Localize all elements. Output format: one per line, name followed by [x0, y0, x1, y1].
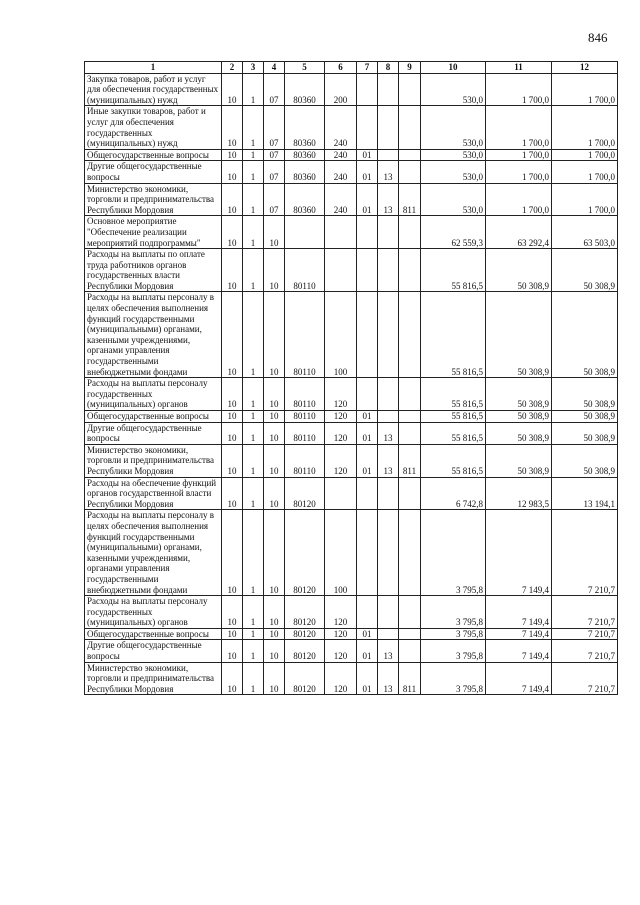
program-cell: 1	[243, 183, 264, 216]
expense-type-cell: 100	[325, 510, 357, 596]
ministry-code-cell	[399, 628, 421, 640]
division-cell	[357, 106, 378, 149]
amount-year3-cell: 1 700,0	[552, 183, 618, 216]
program-cell: 1	[243, 662, 264, 695]
amount-year3-cell: 50 308,9	[552, 411, 618, 423]
row-name-cell: Общегосударственные вопросы	[85, 411, 222, 423]
amount-year2-cell: 50 308,9	[486, 444, 552, 477]
ministry-code-cell	[399, 161, 421, 183]
section-code-cell: 10	[222, 477, 243, 510]
subdivision-cell	[378, 292, 399, 378]
amount-year3-cell: 1 700,0	[552, 106, 618, 149]
row-name-cell: Закупка товаров, работ и услуг для обеспечения государственных (муниципальных) нужд	[85, 73, 222, 106]
expense-code-cell: 80360	[285, 161, 325, 183]
subdivision-cell	[378, 378, 399, 411]
expense-code-cell: 80120	[285, 596, 325, 629]
amount-year2-cell: 1 700,0	[486, 183, 552, 216]
expense-code-cell: 80360	[285, 106, 325, 149]
amount-year1-cell: 3 795,8	[421, 662, 486, 695]
amount-year3-cell: 7 210,7	[552, 510, 618, 596]
column-header: 11	[486, 62, 552, 74]
program-cell: 1	[243, 161, 264, 183]
division-cell: 01	[357, 640, 378, 662]
amount-year1-cell: 3 795,8	[421, 628, 486, 640]
table-row	[85, 596, 618, 629]
program-cell: 1	[243, 149, 264, 161]
expense-type-cell: 200	[325, 73, 357, 106]
amount-year3-cell: 1 700,0	[552, 73, 618, 106]
division-cell: 01	[357, 628, 378, 640]
amount-year1-cell: 530,0	[421, 106, 486, 149]
section-code-cell: 10	[222, 640, 243, 662]
row-name-cell: Иные закупки товаров, работ и услуг для обеспечения государственных (муниципальных) нужд	[85, 106, 222, 149]
ministry-code-cell	[399, 216, 421, 249]
table-header-row	[85, 62, 618, 74]
program-cell: 1	[243, 216, 264, 249]
program-cell: 1	[243, 378, 264, 411]
expense-type-cell: 120	[325, 422, 357, 444]
subprogram-cell: 10	[264, 596, 285, 629]
row-name-cell: Министерство экономики, торговли и предпринимательства Республики Мордовия	[85, 444, 222, 477]
expense-type-cell	[325, 216, 357, 249]
amount-year3-cell: 13 194,1	[552, 477, 618, 510]
division-cell: 01	[357, 183, 378, 216]
amount-year2-cell: 50 308,9	[486, 411, 552, 423]
subprogram-cell: 07	[264, 183, 285, 216]
subdivision-cell: 13	[378, 422, 399, 444]
expense-type-cell: 120	[325, 411, 357, 423]
subprogram-cell: 07	[264, 106, 285, 149]
section-code-cell: 10	[222, 411, 243, 423]
amount-year3-cell: 7 210,7	[552, 662, 618, 695]
program-cell: 1	[243, 292, 264, 378]
program-cell: 1	[243, 628, 264, 640]
subdivision-cell: 13	[378, 183, 399, 216]
ministry-code-cell: 811	[399, 444, 421, 477]
subdivision-cell	[378, 596, 399, 629]
division-cell	[357, 596, 378, 629]
expense-type-cell: 240	[325, 183, 357, 216]
program-cell: 1	[243, 249, 264, 292]
section-code-cell: 10	[222, 183, 243, 216]
amount-year1-cell: 55 816,5	[421, 292, 486, 378]
subprogram-cell: 10	[264, 510, 285, 596]
expense-code-cell: 80110	[285, 444, 325, 477]
expense-type-cell: 120	[325, 444, 357, 477]
division-cell	[357, 477, 378, 510]
amount-year1-cell: 55 816,5	[421, 444, 486, 477]
program-cell: 1	[243, 640, 264, 662]
budget-table	[84, 61, 618, 695]
subprogram-cell: 10	[264, 640, 285, 662]
row-name-cell: Министерство экономики, торговли и предпринимательства Республики Мордовия	[85, 662, 222, 695]
subdivision-cell: 13	[378, 161, 399, 183]
section-code-cell: 10	[222, 422, 243, 444]
expense-type-cell: 100	[325, 292, 357, 378]
subprogram-cell: 07	[264, 149, 285, 161]
amount-year1-cell: 62 559,3	[421, 216, 486, 249]
subprogram-cell: 10	[264, 662, 285, 695]
row-name-cell: Министерство экономики, торговли и предпринимательства Республики Мордовия	[85, 183, 222, 216]
ministry-code-cell	[399, 106, 421, 149]
row-name-cell: Другие общегосударственные вопросы	[85, 161, 222, 183]
subdivision-cell	[378, 411, 399, 423]
subdivision-cell	[378, 149, 399, 161]
table-row	[85, 378, 618, 411]
column-header: 8	[378, 62, 399, 74]
table-row	[85, 477, 618, 510]
table-row	[85, 106, 618, 149]
subdivision-cell	[378, 477, 399, 510]
table-row	[85, 161, 618, 183]
amount-year2-cell: 1 700,0	[486, 73, 552, 106]
amount-year3-cell: 1 700,0	[552, 161, 618, 183]
table-row	[85, 411, 618, 423]
column-header: 9	[399, 62, 421, 74]
subprogram-cell: 10	[264, 378, 285, 411]
program-cell: 1	[243, 596, 264, 629]
table-row	[85, 149, 618, 161]
subdivision-cell	[378, 216, 399, 249]
amount-year3-cell: 50 308,9	[552, 249, 618, 292]
subdivision-cell	[378, 73, 399, 106]
amount-year2-cell: 7 149,4	[486, 510, 552, 596]
section-code-cell: 10	[222, 596, 243, 629]
amount-year2-cell: 7 149,4	[486, 640, 552, 662]
amount-year3-cell: 50 308,9	[552, 422, 618, 444]
ministry-code-cell	[399, 249, 421, 292]
column-header: 2	[222, 62, 243, 74]
subprogram-cell: 10	[264, 422, 285, 444]
expense-code-cell: 80360	[285, 149, 325, 161]
expense-type-cell	[325, 249, 357, 292]
section-code-cell: 10	[222, 73, 243, 106]
expense-code-cell: 80360	[285, 73, 325, 106]
amount-year1-cell: 55 816,5	[421, 249, 486, 292]
section-code-cell: 10	[222, 444, 243, 477]
column-header: 5	[285, 62, 325, 74]
subdivision-cell	[378, 628, 399, 640]
division-cell	[357, 249, 378, 292]
ministry-code-cell: 811	[399, 183, 421, 216]
subprogram-cell: 10	[264, 292, 285, 378]
division-cell: 01	[357, 149, 378, 161]
ministry-code-cell	[399, 477, 421, 510]
row-name-cell: Расходы на выплаты персоналу в целях обеспечения выполнения функций государственными (муниципальными) органами, казенными учреждениями, органами управления государственными внебюджетными фондами	[85, 292, 222, 378]
column-header: 7	[357, 62, 378, 74]
subprogram-cell: 10	[264, 216, 285, 249]
subprogram-cell: 10	[264, 628, 285, 640]
expense-type-cell: 120	[325, 628, 357, 640]
expense-type-cell: 240	[325, 161, 357, 183]
program-cell: 1	[243, 73, 264, 106]
expense-code-cell: 80120	[285, 510, 325, 596]
subprogram-cell: 07	[264, 161, 285, 183]
section-code-cell: 10	[222, 662, 243, 695]
subdivision-cell	[378, 249, 399, 292]
subdivision-cell: 13	[378, 640, 399, 662]
table-row	[85, 662, 618, 695]
division-cell: 01	[357, 411, 378, 423]
subprogram-cell: 10	[264, 444, 285, 477]
expense-type-cell: 120	[325, 378, 357, 411]
amount-year1-cell: 3 795,8	[421, 640, 486, 662]
program-cell: 1	[243, 422, 264, 444]
row-name-cell: Другие общегосударственные вопросы	[85, 640, 222, 662]
amount-year2-cell: 1 700,0	[486, 161, 552, 183]
table-row	[85, 640, 618, 662]
amount-year3-cell: 50 308,9	[552, 378, 618, 411]
section-code-cell: 10	[222, 216, 243, 249]
expense-code-cell: 80120	[285, 662, 325, 695]
ministry-code-cell	[399, 422, 421, 444]
row-name-cell: Расходы на выплаты персоналу государственных (муниципальных) органов	[85, 596, 222, 629]
amount-year1-cell: 55 816,5	[421, 378, 486, 411]
expense-type-cell: 120	[325, 662, 357, 695]
amount-year1-cell: 55 816,5	[421, 422, 486, 444]
amount-year1-cell: 6 742,8	[421, 477, 486, 510]
division-cell: 01	[357, 662, 378, 695]
table-row	[85, 183, 618, 216]
amount-year2-cell: 1 700,0	[486, 149, 552, 161]
expense-code-cell: 80110	[285, 378, 325, 411]
ministry-code-cell	[399, 73, 421, 106]
expense-code-cell: 80110	[285, 422, 325, 444]
amount-year3-cell: 50 308,9	[552, 292, 618, 378]
row-name-cell: Расходы на обеспечение функций органов государственной власти Республики Мордовия	[85, 477, 222, 510]
amount-year2-cell: 7 149,4	[486, 628, 552, 640]
amount-year2-cell: 50 308,9	[486, 422, 552, 444]
division-cell	[357, 73, 378, 106]
ministry-code-cell	[399, 411, 421, 423]
page-number: 846	[588, 30, 608, 45]
section-code-cell: 10	[222, 161, 243, 183]
division-cell	[357, 216, 378, 249]
table-row	[85, 444, 618, 477]
section-code-cell: 10	[222, 149, 243, 161]
expense-code-cell: 80110	[285, 249, 325, 292]
row-name-cell: Расходы на выплаты по оплате труда работников органов государственных власти Республики Мордовия	[85, 249, 222, 292]
table-row	[85, 73, 618, 106]
division-cell	[357, 378, 378, 411]
amount-year1-cell: 530,0	[421, 149, 486, 161]
amount-year2-cell: 63 292,4	[486, 216, 552, 249]
section-code-cell: 10	[222, 378, 243, 411]
subprogram-cell: 07	[264, 73, 285, 106]
column-header: 12	[552, 62, 618, 74]
section-code-cell: 10	[222, 106, 243, 149]
subdivision-cell: 13	[378, 662, 399, 695]
column-header: 3	[243, 62, 264, 74]
amount-year3-cell: 50 308,9	[552, 444, 618, 477]
ministry-code-cell	[399, 292, 421, 378]
subdivision-cell	[378, 106, 399, 149]
amount-year1-cell: 530,0	[421, 161, 486, 183]
expense-type-cell: 120	[325, 596, 357, 629]
amount-year1-cell: 530,0	[421, 73, 486, 106]
ministry-code-cell	[399, 149, 421, 161]
table-row	[85, 216, 618, 249]
amount-year3-cell: 7 210,7	[552, 628, 618, 640]
table-row	[85, 249, 618, 292]
expense-code-cell: 80110	[285, 411, 325, 423]
subprogram-cell: 10	[264, 477, 285, 510]
table-row	[85, 422, 618, 444]
expense-code-cell: 80120	[285, 628, 325, 640]
amount-year2-cell: 50 308,9	[486, 292, 552, 378]
amount-year3-cell: 1 700,0	[552, 149, 618, 161]
table-row	[85, 292, 618, 378]
amount-year1-cell: 3 795,8	[421, 510, 486, 596]
column-header: 6	[325, 62, 357, 74]
amount-year2-cell: 7 149,4	[486, 596, 552, 629]
column-header: 10	[421, 62, 486, 74]
division-cell: 01	[357, 422, 378, 444]
division-cell	[357, 292, 378, 378]
program-cell: 1	[243, 444, 264, 477]
row-name-cell: Основное мероприятие "Обеспечение реализации мероприятий подпрограммы"	[85, 216, 222, 249]
amount-year3-cell: 63 503,0	[552, 216, 618, 249]
amount-year1-cell: 530,0	[421, 183, 486, 216]
amount-year3-cell: 7 210,7	[552, 596, 618, 629]
subdivision-cell	[378, 510, 399, 596]
expense-code-cell: 80120	[285, 640, 325, 662]
row-name-cell: Расходы на выплаты персоналу в целях обеспечения выполнения функций государственными (муниципальными) органами, казенными учреждениями, органами управления государственными внебюджетными фондами	[85, 510, 222, 596]
table-row	[85, 628, 618, 640]
amount-year1-cell: 3 795,8	[421, 596, 486, 629]
ministry-code-cell	[399, 510, 421, 596]
ministry-code-cell	[399, 378, 421, 411]
ministry-code-cell	[399, 596, 421, 629]
subprogram-cell: 10	[264, 249, 285, 292]
row-name-cell: Общегосударственные вопросы	[85, 628, 222, 640]
section-code-cell: 10	[222, 249, 243, 292]
amount-year2-cell: 12 983,5	[486, 477, 552, 510]
amount-year2-cell: 50 308,9	[486, 378, 552, 411]
amount-year3-cell: 7 210,7	[552, 640, 618, 662]
expense-type-cell: 240	[325, 106, 357, 149]
row-name-cell: Другие общегосударственные вопросы	[85, 422, 222, 444]
ministry-code-cell: 811	[399, 662, 421, 695]
expense-code-cell	[285, 216, 325, 249]
program-cell: 1	[243, 106, 264, 149]
expense-code-cell: 80360	[285, 183, 325, 216]
amount-year1-cell: 55 816,5	[421, 411, 486, 423]
column-header: 4	[264, 62, 285, 74]
amount-year2-cell: 1 700,0	[486, 106, 552, 149]
table-row	[85, 510, 618, 596]
section-code-cell: 10	[222, 510, 243, 596]
program-cell: 1	[243, 510, 264, 596]
expense-type-cell: 120	[325, 640, 357, 662]
row-name-cell: Общегосударственные вопросы	[85, 149, 222, 161]
row-name-cell: Расходы на выплаты персоналу государственных (муниципальных) органов	[85, 378, 222, 411]
expense-code-cell: 80110	[285, 292, 325, 378]
amount-year2-cell: 50 308,9	[486, 249, 552, 292]
section-code-cell: 10	[222, 292, 243, 378]
division-cell	[357, 510, 378, 596]
amount-year2-cell: 7 149,4	[486, 662, 552, 695]
column-header: 1	[85, 62, 222, 74]
division-cell: 01	[357, 444, 378, 477]
expense-type-cell	[325, 477, 357, 510]
division-cell: 01	[357, 161, 378, 183]
program-cell: 1	[243, 411, 264, 423]
expense-code-cell: 80120	[285, 477, 325, 510]
subprogram-cell: 10	[264, 411, 285, 423]
section-code-cell: 10	[222, 628, 243, 640]
ministry-code-cell	[399, 640, 421, 662]
program-cell: 1	[243, 477, 264, 510]
expense-type-cell: 240	[325, 149, 357, 161]
subdivision-cell: 13	[378, 444, 399, 477]
